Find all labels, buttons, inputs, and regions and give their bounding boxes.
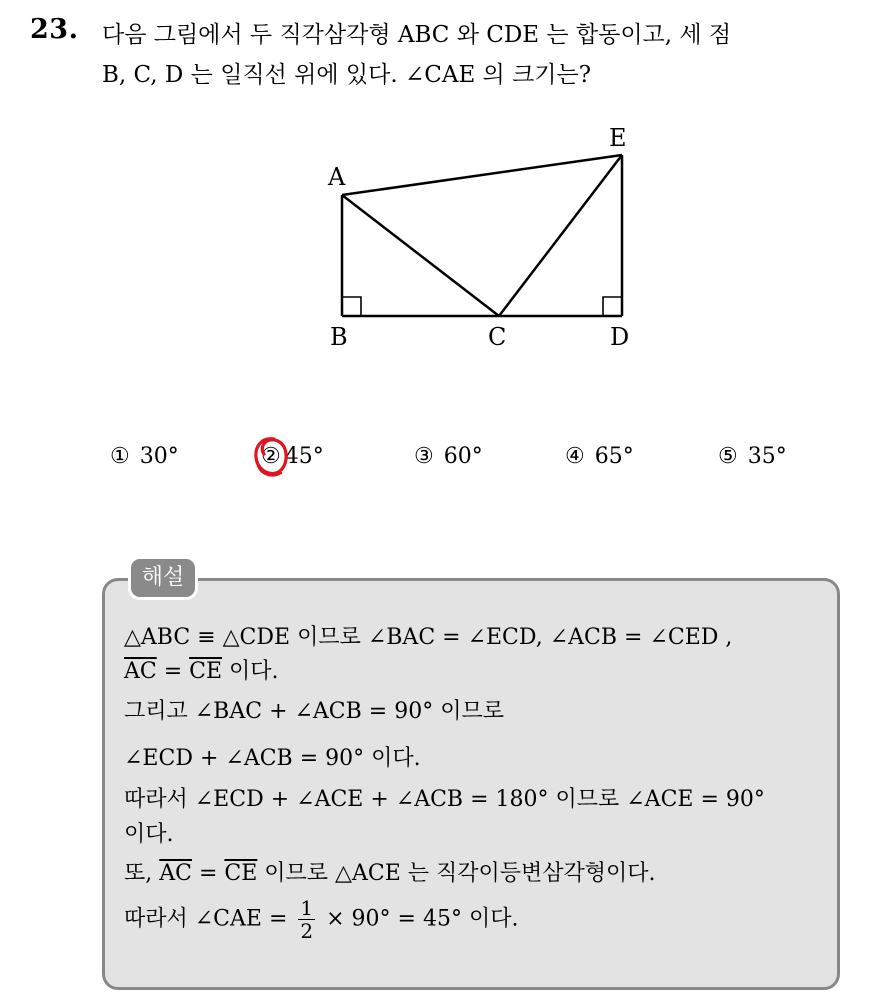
choice-4[interactable] bbox=[565, 444, 634, 469]
choice-1-value: 30° bbox=[139, 444, 179, 469]
question-text-line1: 다음 그림에서 두 직각삼각형 ABC 와 CDE 는 합동이고, 세 점 bbox=[102, 22, 732, 48]
choice-3[interactable] bbox=[414, 444, 483, 469]
question-text-line2: B, C, D 는 일직선 위에 있다. ∠CAE 의 크기는? bbox=[102, 62, 592, 88]
segment-ac bbox=[342, 195, 499, 316]
geometry-figure bbox=[300, 115, 660, 365]
choice-5[interactable] bbox=[718, 444, 787, 469]
label-e: E bbox=[609, 124, 627, 152]
fraction-one-half: $\frac{1}{2}$ bbox=[300, 896, 314, 943]
solution-line-7: 또, $\overline{AC} = \overline{CE}$ 이므로 △ACE 는 직각이등변삼각형이다. bbox=[124, 861, 656, 886]
right-angle-mark-d bbox=[603, 297, 622, 316]
solution-line-2: $\overline{AC} = \overline{CE}$ 이다. bbox=[124, 659, 279, 684]
segment-ac-overline: $\overline{AC}$ bbox=[124, 659, 157, 684]
choice-4-number: ④ bbox=[565, 444, 585, 469]
solution-line-3: 그리고 ∠BAC + ∠ACB = 90° 이므로 bbox=[124, 699, 504, 724]
choice-2-value: 45° bbox=[284, 444, 324, 469]
solution-line-8: 따라서 ∠CAE = $\frac{1}{2}$ × 90° = 45° 이다. bbox=[124, 896, 519, 943]
label-c: C bbox=[488, 323, 507, 351]
choice-1[interactable] bbox=[110, 444, 179, 469]
choice-3-number: ③ bbox=[414, 444, 434, 469]
choice-4-value: 65° bbox=[594, 444, 634, 469]
question-number: 23. bbox=[30, 14, 79, 45]
solution-line-6: 이다. bbox=[124, 822, 174, 847]
choice-5-value: 35° bbox=[747, 444, 787, 469]
solution-line-5: 따라서 ∠ECD + ∠ACE + ∠ACB = 180° 이므로 ∠ACE = 90° bbox=[124, 787, 765, 812]
segment-ce-overline: $\overline{CE}$ bbox=[224, 861, 258, 886]
segment-ce bbox=[499, 155, 622, 316]
choice-5-number: ⑤ bbox=[718, 444, 738, 469]
choice-1-number: ① bbox=[110, 444, 130, 469]
label-b: B bbox=[330, 323, 348, 351]
answer-circle-mark bbox=[252, 433, 290, 479]
segment-ce-overline: $\overline{CE}$ bbox=[189, 659, 223, 684]
solution-line-4: ∠ECD + ∠ACB = 90° 이다. bbox=[124, 746, 421, 771]
solution-line-1: △ABC ≡ △CDE 이므로 ∠BAC = ∠ECD, ∠ACB = ∠CED , bbox=[124, 625, 733, 650]
choice-2-number: ② bbox=[261, 444, 281, 469]
solution-tab: 해설 bbox=[128, 556, 198, 600]
choice-3-value: 60° bbox=[443, 444, 483, 469]
right-angle-mark-b bbox=[342, 297, 361, 316]
segment-ae bbox=[342, 155, 622, 195]
label-d: D bbox=[610, 323, 630, 351]
segment-ac-overline: $\overline{AC}$ bbox=[159, 861, 192, 886]
label-a: A bbox=[328, 163, 346, 191]
